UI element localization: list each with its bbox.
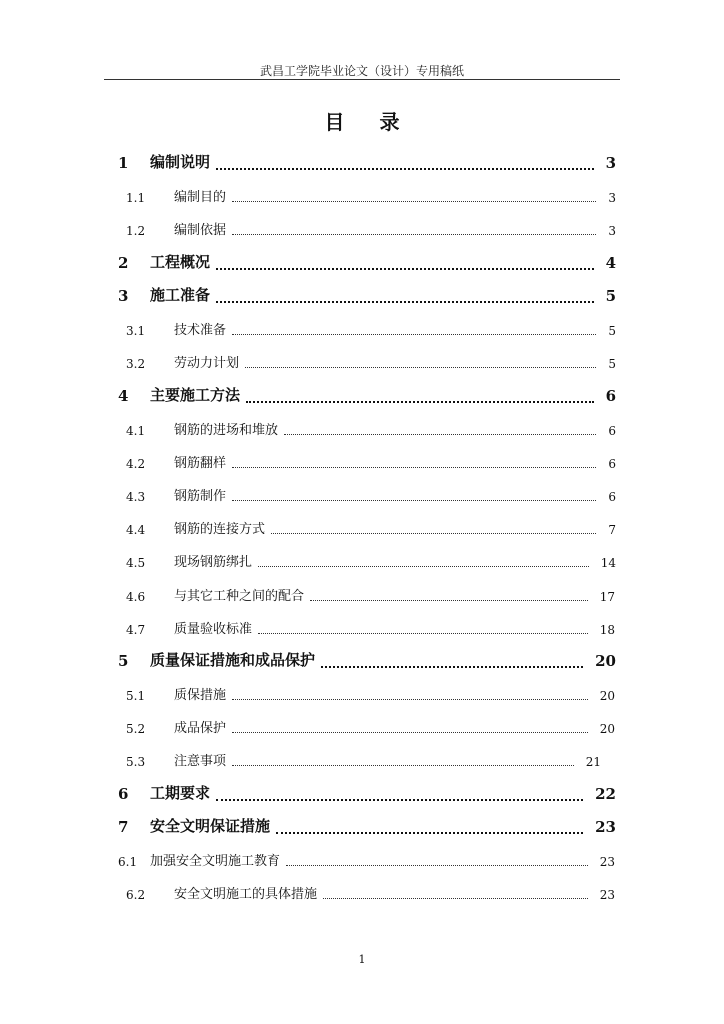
toc-entry-title: 钢筋的进场和堆放 [174, 423, 279, 438]
toc-entry-section [0, 681, 724, 705]
toc-entry-page: 6 [605, 387, 616, 405]
toc-entry-section [0, 515, 724, 539]
toc-entry-chapter [0, 648, 724, 672]
toc-entry-section [0, 482, 724, 506]
toc-dot-leader [258, 633, 588, 634]
toc-entry-number: 5.1 [126, 689, 146, 703]
toc-entry-section [0, 349, 724, 373]
toc-entry-page: 5 [605, 287, 616, 305]
toc-entry-number: 4.7 [126, 623, 146, 637]
toc-entry-chapter [0, 150, 724, 174]
toc-entry-page: 23 [595, 818, 616, 836]
toc-entry-chapter [0, 781, 724, 805]
toc-entry-page: 4 [605, 254, 616, 272]
toc-entry-number: 3 [118, 287, 129, 305]
toc-entry-page: 20 [595, 652, 616, 670]
toc-dot-leader [232, 699, 588, 700]
toc-entry-section [0, 548, 724, 572]
toc-entry-number: 6.1 [118, 855, 138, 869]
toc-entry-page: 23 [599, 855, 615, 869]
toc-entry-number: 4.3 [126, 490, 146, 504]
toc-dot-leader [258, 566, 589, 567]
toc-dot-leader [232, 201, 596, 202]
toc-entry-title: 劳动力计划 [174, 356, 240, 371]
page-header: 武昌工学院毕业论文（设计）专用稿纸 [259, 64, 464, 78]
toc-entry-page: 6 [608, 490, 616, 504]
toc-entry-section [0, 615, 724, 639]
toc-entry-title: 成品保护 [174, 721, 227, 736]
toc-dot-leader [271, 533, 596, 534]
toc-entry-page: 21 [585, 755, 601, 769]
toc-dot-leader [232, 234, 596, 235]
toc-dot-leader [284, 434, 596, 435]
toc-entry-page: 20 [599, 689, 615, 703]
toc-entry-section [0, 416, 724, 440]
toc-entry-title: 质保措施 [174, 688, 227, 703]
toc-dot-leader [216, 799, 583, 801]
toc-entry-page: 3 [605, 154, 616, 172]
toc-entry-number: 4.6 [126, 590, 146, 604]
toc-entry-chapter [0, 250, 724, 274]
toc-dot-leader [216, 168, 594, 170]
toc-entry-chapter [0, 814, 724, 838]
toc-entry-page: 23 [599, 888, 615, 902]
toc-entry-section [0, 714, 724, 738]
toc-dot-leader [286, 865, 588, 866]
toc-entry-section [0, 449, 724, 473]
toc-entry-number: 5 [118, 652, 129, 670]
toc-entry-title: 技术准备 [174, 323, 227, 338]
toc-entry-title: 工程概况 [150, 253, 211, 271]
toc-entry-title: 安全文明保证措施 [150, 817, 271, 835]
toc-entry-page: 18 [599, 623, 615, 637]
toc-entry-page: 5 [608, 324, 616, 338]
toc-entry-number: 5.3 [126, 755, 146, 769]
toc-entry-title: 质量验收标准 [174, 622, 253, 637]
toc-dot-leader [232, 500, 596, 501]
toc-entry-page: 14 [600, 556, 616, 570]
toc-entry-number: 1 [118, 154, 129, 172]
toc-entry-page: 3 [608, 224, 616, 238]
toc-dot-leader [216, 301, 594, 303]
toc-entry-section [0, 747, 724, 771]
toc-entry-section [0, 183, 724, 207]
toc-entry-title: 编制目的 [174, 190, 227, 205]
toc-dot-leader [276, 832, 583, 834]
toc-entry-number: 1.1 [126, 191, 146, 205]
toc-entry-number: 1.2 [126, 224, 146, 238]
toc-entry-title: 现场钢筋绑扎 [174, 555, 253, 570]
toc-dot-leader [245, 367, 596, 368]
toc-entry-section [0, 847, 724, 871]
toc-entry-number: 4.1 [126, 424, 146, 438]
toc-entry-section [0, 880, 724, 904]
toc-entry-title: 加强安全文明施工教育 [150, 854, 281, 869]
toc-entry-number: 4.5 [126, 556, 146, 570]
toc-dot-leader [310, 600, 588, 601]
toc-entry-chapter [0, 383, 724, 407]
toc-entry-number: 4 [118, 387, 129, 405]
toc-entry-title: 编制依据 [174, 223, 227, 238]
toc-entry-number: 3.1 [126, 324, 146, 338]
toc-entry-page: 22 [595, 785, 616, 803]
toc-entry-number: 3.2 [126, 357, 146, 371]
toc-entry-section [0, 582, 724, 606]
toc-entry-number: 2 [118, 254, 129, 272]
toc-entry-page: 6 [608, 457, 616, 471]
toc-entry-page: 3 [608, 191, 616, 205]
toc-dot-leader [216, 268, 594, 270]
toc-entry-page: 17 [599, 590, 615, 604]
toc-entry-number: 6 [118, 785, 129, 803]
toc-entry-title: 工期要求 [150, 784, 211, 802]
toc-entry-section [0, 216, 724, 240]
toc-entry-title: 安全文明施工的具体措施 [174, 887, 318, 902]
toc-entry-title: 钢筋制作 [174, 489, 227, 504]
toc-entry-title: 质量保证措施和成品保护 [150, 651, 316, 669]
toc-entry-page: 5 [608, 357, 616, 371]
toc-dot-leader [232, 732, 588, 733]
toc-entry-number: 7 [118, 818, 129, 836]
toc-entry-title: 施工准备 [150, 286, 211, 304]
toc-entry-title: 钢筋的连接方式 [174, 522, 266, 537]
toc-dot-leader [246, 401, 594, 403]
toc-entry-page: 7 [608, 523, 616, 537]
toc-entry-number: 4.2 [126, 457, 146, 471]
toc-dot-leader [232, 467, 596, 468]
toc-dot-leader [323, 898, 588, 899]
toc-entry-title: 与其它工种之间的配合 [174, 589, 305, 604]
toc-title: 目 录 [324, 110, 414, 134]
page-number: 1 [358, 953, 366, 966]
toc-entry-page: 20 [599, 722, 615, 736]
toc-entry-section [0, 316, 724, 340]
toc-dot-leader [321, 666, 583, 668]
toc-entry-title: 主要施工方法 [150, 386, 241, 404]
toc-entry-chapter [0, 283, 724, 307]
toc-entry-number: 6.2 [126, 888, 146, 902]
toc-dot-leader [232, 334, 596, 335]
toc-entry-number: 5.2 [126, 722, 146, 736]
toc-entry-title: 编制说明 [150, 153, 211, 171]
toc-entry-title: 注意事项 [174, 754, 227, 769]
toc-entry-number: 4.4 [126, 523, 146, 537]
toc-dot-leader [232, 765, 574, 766]
toc-entry-page: 6 [608, 424, 616, 438]
toc-entry-title: 钢筋翻样 [174, 456, 227, 471]
